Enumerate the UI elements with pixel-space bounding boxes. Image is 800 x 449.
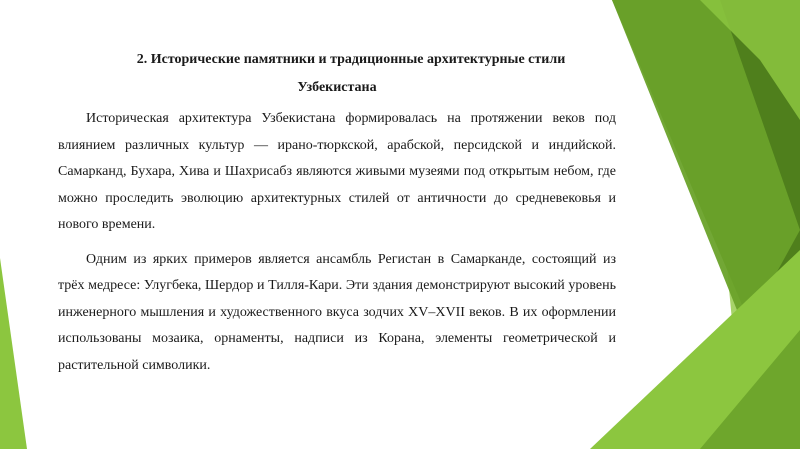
left-green-edge — [0, 258, 27, 449]
title-line-2: Узбекистана — [297, 80, 377, 95]
title-line-1: 2. Исторические памятники и традиционные архитектурные стили — [136, 52, 566, 67]
slide-content — [58, 46, 616, 379]
paragraph-architecture-history: Историческая архитектура Узбекистана формировалась на протяжении веков под влиянием различных культур — ирано-тюркской, арабской, персидской и индийской. Самарканд, Бухара, Хива и Шахрисабз являются живыми музеями под открытым небом, где можно проследить эволюцию архитектурных стилей от античности до средневековья и нового времени. — [58, 111, 616, 232]
paragraph-registan-ensemble: Одним из ярких примеров является ансамбль Регистан в Самарканде, состоящий из трёх медресе: Улугбека, Шердор и Тилля-Кари. Эти здания демонстрируют высокий уровень инженерного мышления и художественного вкуса зодчих XV–XVII веков. В их оформлении использованы мозаика, орнаменты, надписи из Корана, элементы геометрической и растительной символики. — [58, 251, 616, 373]
slide-title — [58, 46, 616, 102]
